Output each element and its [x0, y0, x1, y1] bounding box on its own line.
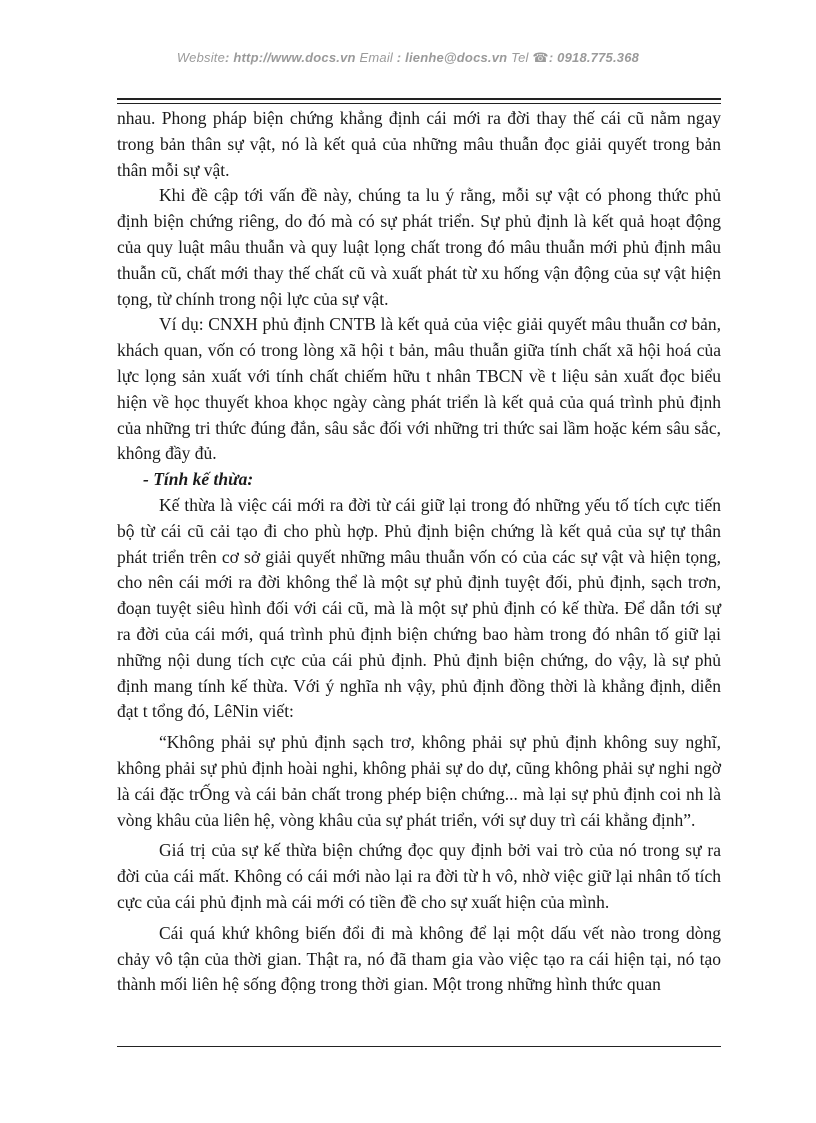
section-heading: - Tính kế thừa: — [143, 469, 254, 490]
email-value[interactable]: : lienhe@docs.vn — [393, 50, 508, 65]
tel-label: Tel ☎ — [507, 50, 549, 65]
paragraph-example: Ví dụ: CNXH phủ định CNTB là kết quả của việc giải quyết mâu thuẫn cơ bản, khách quan, vốn có trong lòng xã hội t bản, mâu thuẫn giữa tính chất xã hội hoá của lực lọng sản xuất với tính chất chiếm hữu t nhân TBCN về t liệu sản xuất đọc biểu hiện về học thuyết khoa khọc ngày càng phát triển là kết quả của quá trình phủ định của những tri thức đúng đắn, sâu sắc đối với những tri thức sai lầm hoặc kém sâu sắc, không đầy đủ. — [117, 314, 721, 464]
header-divider — [117, 98, 721, 104]
paragraph-lenin-quote: “Không phải sự phủ định sạch trơ, không phải sự phủ định không suy nghĩ, không phải sự phủ định hoài nghi, không phải sự do dự, cũng không phải sự nghi ngờ là cái đặc trỐng và cái bản chất trong phép biện chứng... mà lại sự phủ định coi nh là vòng khâu của liên hệ, vòng khâu của sự phát triển, với sự duy trì cái khẳng định”. — [117, 732, 721, 830]
document-body — [117, 106, 721, 998]
website-label: Website — [176, 50, 226, 65]
paragraph-continuation: nhau. Phong pháp biện chứng khẳng định cái mới ra đời thay thế cái cũ nằm ngay trong bản thân sự vật, nó là kết quả của những mâu thuẫn đọc giải quyết trong bản thân mỗi sự vật. — [117, 108, 721, 180]
footer-divider — [117, 1046, 721, 1047]
paragraph-inheritance: Kế thừa là việc cái mới ra đời từ cái giữ lại trong đó những yếu tố tích cực tiến bộ từ cái cũ cải tạo đi cho phù hợp. Phủ định biện chứng là kết quả của sự tự thân phát triển trên cơ sở giải quyết những mâu thuẫn vốn có của các sự vật và hiện tọng, cho nên cái mới ra đời không thể là một sự phủ định tuyệt đối, phủ định, sạch trơn, đoạn tuyệt siêu hình đối với cái cũ, mà là một sự phủ định có kế thừa. Để dẫn tới sự ra đời của cái mới, quá trình phủ định biện chứng bao hàm trong đó nhân tố giữ lại những nội dung tích cực của cái phủ định. Phủ định biện chứng, do vậy, là sự phủ định mang tính kế thừa. Với ý nghĩa nh vậy, phủ định đồng thời là khẳng định, diễn đạt t tổng đó, LêNin viết: — [117, 494, 721, 722]
email-label: Email — [355, 50, 393, 65]
tel-value: : 0918.775.368 — [548, 50, 640, 65]
paragraph-value: Giá trị của sự kế thừa biện chứng đọc quy định bởi vai trò của nó trong sự ra đời của cái mất. Không có cái mới nào lại ra đời từ h vô, nhờ việc giữ lại nhân tố tích cực của cái phủ định mà cái mới có tiền đề cho sự xuất hiện của mình. — [117, 840, 721, 912]
website-url[interactable]: : http://www.docs.vn — [225, 50, 356, 65]
paragraph-past: Cái quá khứ không biến đổi đi mà không để lại một dấu vết nào trong dòng chảy vô tận của thời gian. Thật ra, nó đã tham gia vào việc tạo ra cái hiện tại, nó tạo thành mối liên hệ sống động trong thời gian. Một trong những hình thức quan — [117, 922, 721, 995]
paragraph-negation-method: Khi đề cập tới vấn đề này, chúng ta lu ý rằng, mỗi sự vật có phong thức phủ định biện chứng riêng, do đó mà có sự phát triển. Sự phủ định là kết quả hoạt động của quy luật mâu thuẫn và quy luật lọng chất trong đó mâu thuẫn mới phủ định mâu thuẫn cũ, chất mới thay thế chất cũ và xuất phát từ xu hống vận động của sự vật hiện tọng, từ chính trong nội lực của sự vật. — [117, 185, 721, 309]
page-header — [0, 50, 816, 66]
